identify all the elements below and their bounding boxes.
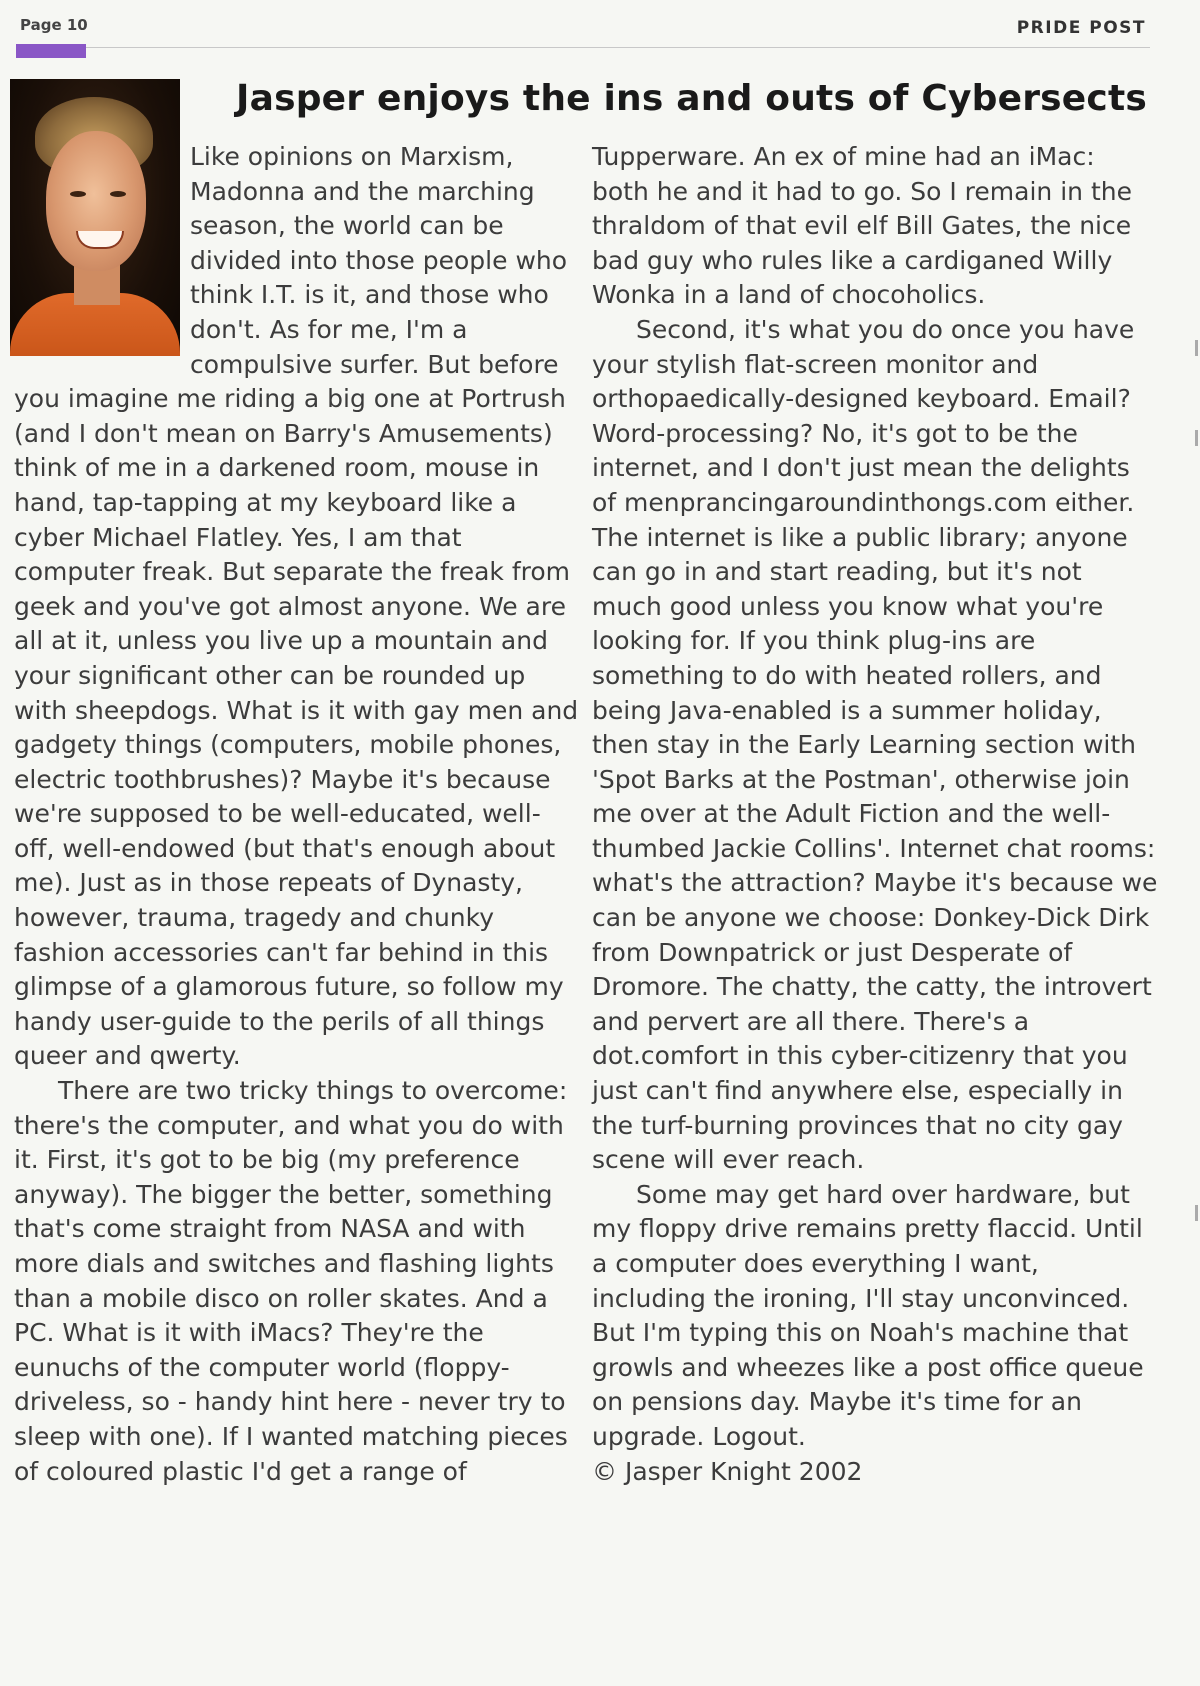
paragraph: Tupperware. An ex of mine had an iMac: both he and it had to go. So I remain in the thraldom of that evil elf Bill Gates, the nice bad guy who rules like a cardiganed Willy Wonka in a land of chocoholics. (592, 142, 1132, 310)
header-rule (86, 47, 1150, 48)
article-column-2 (592, 140, 1158, 1489)
edge-mark (1195, 340, 1198, 356)
paragraph: There are two tricky things to overcome: there's the computer, and what you do with it. First, it's got to be big (my preference anyway). The bigger the better, something that's come straight from NASA and with more dials and switches and flashing lights than a mobile disco on roller skates. And a PC. What is it with iMacs? They're the eunuchs of the computer world (floppy-driveless, so - handy hint here - never try to sleep with one). If I wanted matching pieces of coloured plastic I'd get a range of (14, 1076, 568, 1486)
copyright-byline: © Jasper Knight 2002 (592, 1456, 863, 1486)
section-color-bar (16, 44, 86, 58)
page-number: Page 10 (20, 16, 88, 34)
paragraph: Like opinions on Marxism, Madonna and the marching season, the world can be divided into those people who think I.T. is it, and those who don't. As for me, I'm a compulsive surfer. But before you imagine me riding a big one at Portrush (and I don't mean on Barry's Amusements) think of me in a darkened room, mouse in hand, tap-tapping at my keyboard like a cyber Michael Flatley. Yes, I am that computer freak. But separate the freak from geek and you've got almost anyone. We are all at it, unless you live up a mountain and your significant other can be rounded up with sheepdogs. What is it with gay men and gadgety things (computers, mobile phones, electric toothbrushes)? Maybe it's because we're supposed to be well-educated, well-off, well-endowed (but that's enough about me). Just as in those repeats of Dynasty, however, trauma, tragedy and chunky fashion accessories can't far behind in this glimpse of a glamorous future, so follow my handy user-guide to the perils of all things queer and qwerty. (14, 142, 579, 1071)
edge-mark (1195, 1205, 1198, 1221)
publication-name: PRIDE POST (1016, 18, 1146, 38)
paragraph: Some may get hard over hardware, but my floppy drive remains pretty flaccid. Until a computer does everything I want, including the ironing, I'll stay unconvinced. But I'm typing this on Noah's machine that growls and wheezes like a post office queue on pensions day. Maybe it's time for an upgrade. Logout. (592, 1179, 1144, 1451)
paragraph: Second, it's what you do once you have your stylish flat-screen monitor and orthopaedically-designed keyboard. Email? Word-processing? No, it's got to be the internet, and I don't just mean the delights of menprancingaroundinthongs.com either. The internet is like a public library; anyone can go in and start reading, but it's not much good unless you know what you're looking for. If you think plug-ins are something to do with heated rollers, and being Java-enabled is a summer holiday, then stay in the Early Learning section with 'Spot Barks at the Postman', otherwise join me over at the Adult Fiction and the well-thumbed Jackie Collins'. Internet chat rooms: what's the attraction? Maybe it's because we can be anyone we choose: Donkey-Dick Dirk from Downpatrick or just Desperate of Dromore. The chatty, the catty, the introvert and pervert are all there. There's a dot.comfort in this cyber-citizenry that you just can't find anywhere else, especially in the turf-burning provinces that no city gay scene will ever reach. (592, 314, 1158, 1175)
article-column-1 (14, 140, 580, 1489)
edge-mark (1195, 430, 1198, 446)
article-headline: Jasper enjoys the ins and outs of Cybersects (236, 78, 1147, 119)
